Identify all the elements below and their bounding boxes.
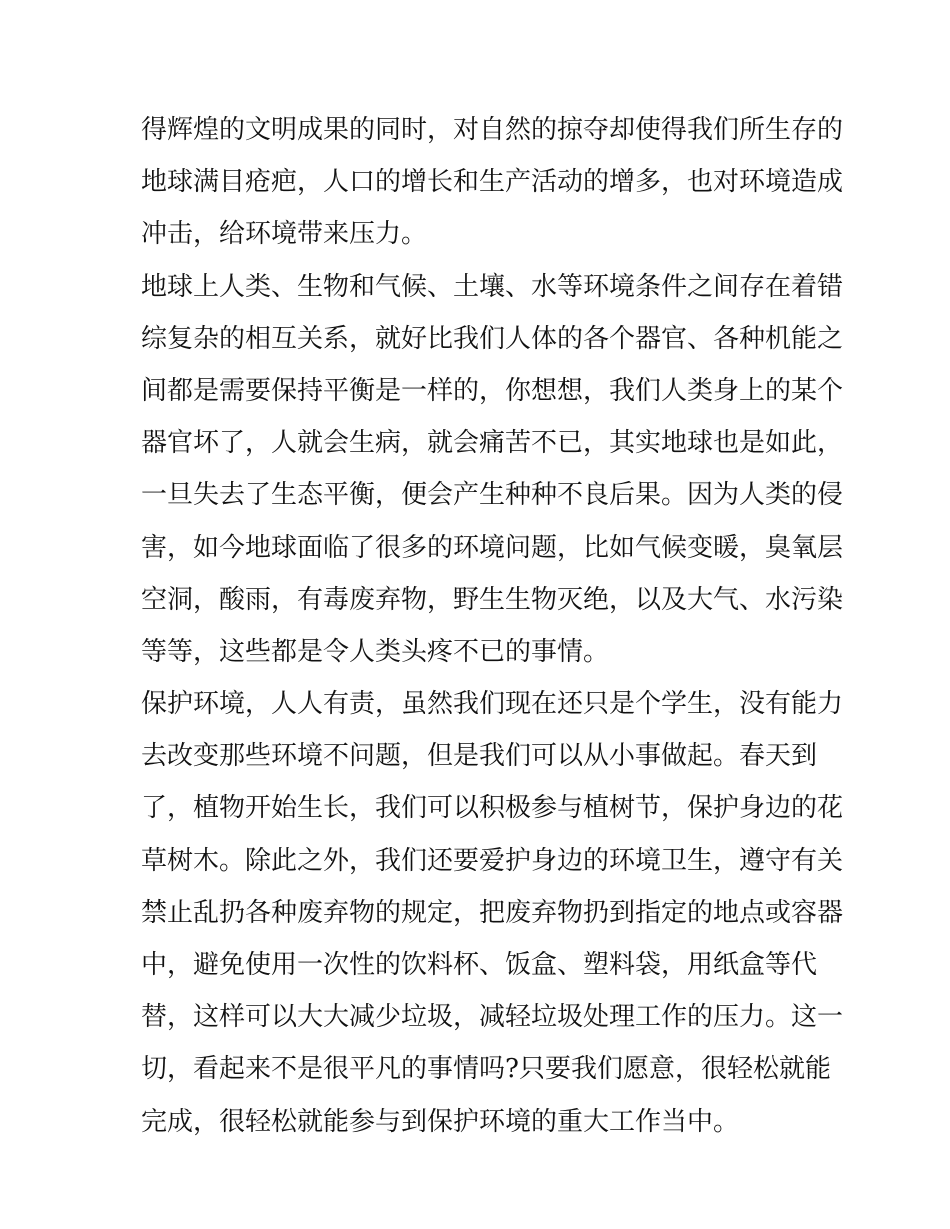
text-line: 完成，很轻松就能参与到保护环境的重大工作当中。 — [141, 1106, 740, 1137]
text-line: 冲击，给环境带来压力。 — [141, 219, 428, 250]
paragraph-3 — [141, 678, 844, 1148]
paragraph-2 — [141, 261, 844, 679]
text-line: 禁止乱扔各种废弃物的规定，把废弃物扔到指定的地点或容器 — [141, 897, 844, 928]
text-line: 替，这样可以大大减少垃圾，减轻垃圾处理工作的压力。这一 — [141, 1002, 844, 1033]
text-line: 空洞，酸雨，有毒废弃物，野生生物灭绝，以及大气、水污染 — [141, 584, 844, 615]
text-line: 综复杂的相互关系，就好比我们人体的各个器官、各种机能之 — [141, 323, 844, 354]
text-line: 地球上人类、生物和气候、土壤、水等环境条件之间存在着错 — [141, 271, 844, 302]
text-line: 器官坏了，人就会生病，就会痛苦不已，其实地球也是如此， — [141, 428, 844, 459]
text-line: 等等，这些都是令人类头疼不已的事情。 — [141, 636, 610, 667]
text-line: 草树木。除此之外，我们还要爱护身边的环境卫生，遵守有关 — [141, 845, 844, 876]
document-body — [141, 104, 844, 1148]
text-line: 中，避免使用一次性的饮料杯、饭盒、塑料袋，用纸盒等代 — [141, 950, 818, 980]
text-line: 了，植物开始生长，我们可以积极参与植树节，保护身边的花 — [141, 793, 844, 824]
text-line: 地球满目疮疤，人口的增长和生产活动的增多，也对环境造成 — [141, 167, 844, 198]
text-line: 得辉煌的文明成果的同时，对自然的掠夺却使得我们所生存的 — [141, 115, 844, 145]
text-line: 去改变那些环境不问题，但是我们可以从小事做起。春天到 — [141, 741, 818, 772]
text-line: 切，看起来不是很平凡的事情吗?只要我们愿意，很轻松就能 — [141, 1054, 831, 1085]
text-line: 保护环境，人人有责，虽然我们现在还只是个学生，没有能力 — [141, 689, 844, 720]
text-line: 害，如今地球面临了很多的环境问题，比如气候变暖，臭氧层 — [141, 532, 844, 563]
paragraph-1 — [141, 104, 844, 261]
text-line: 一旦失去了生态平衡，便会产生种种不良后果。因为人类的侵 — [141, 480, 844, 511]
text-line: 间都是需要保持平衡是一样的，你想想，我们人类身上的某个 — [141, 375, 844, 406]
